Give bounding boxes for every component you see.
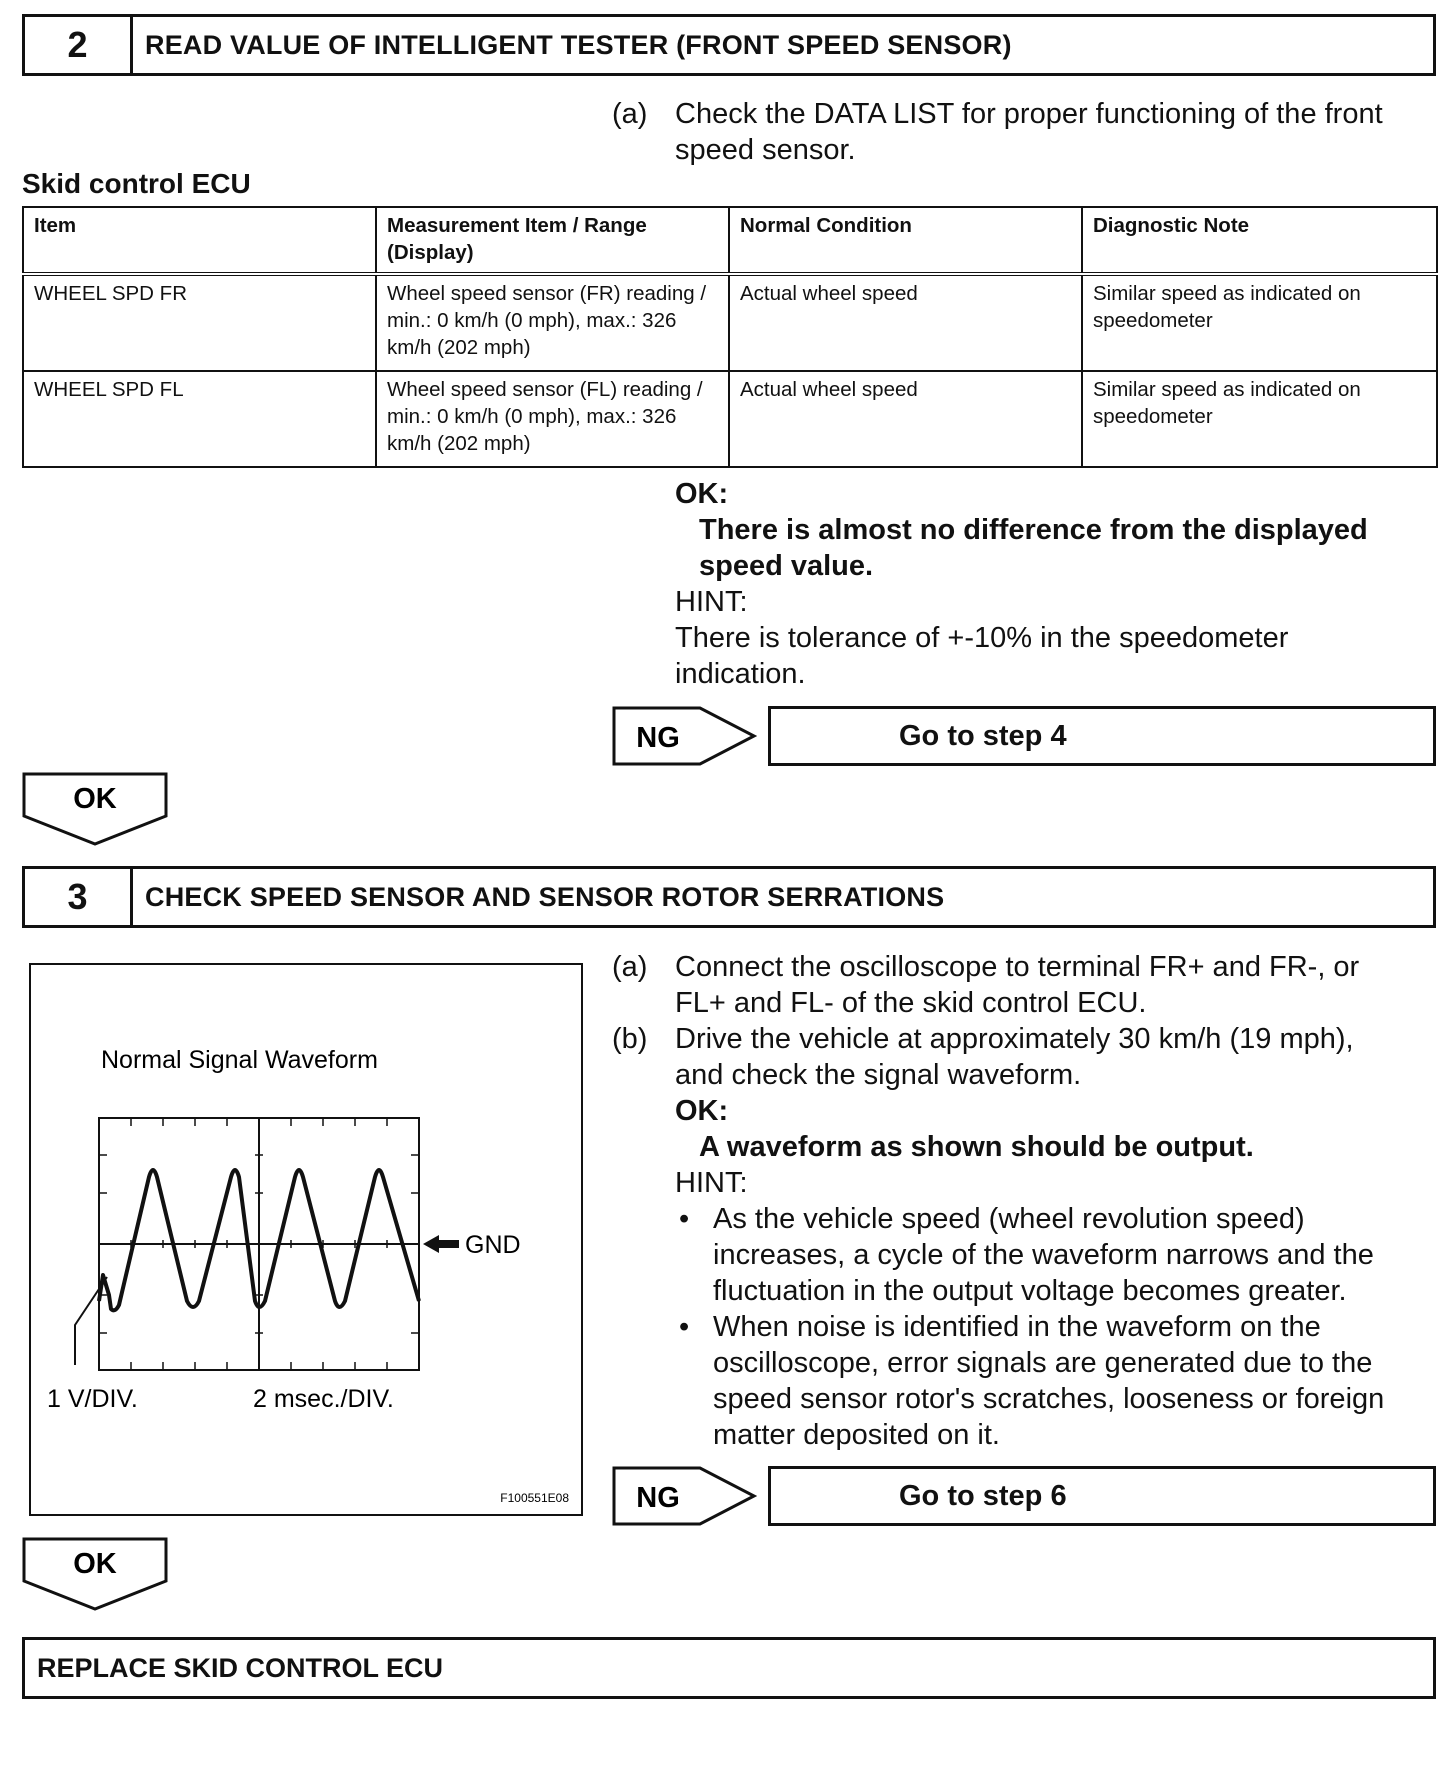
bullet-line: fluctuation in the output voltage becomes greater. [713,1275,1347,1307]
instruction-line-2: speed sensor. [675,134,856,166]
table-cell: WHEEL SPD FR [23,274,376,371]
header-diagnostic-note: Diagnostic Note [1082,207,1437,274]
step-2-title: READ VALUE OF INTELLIGENT TESTER (FRONT SPEED SENSOR) [145,29,1012,60]
hint-bullet-list [675,1201,1453,1453]
instruction-a-line-2: FL+ and FL- of the skid control ECU. [675,987,1147,1019]
instruction-a-text [675,949,1359,1021]
table-cell: Actual wheel speed [729,371,1082,467]
ng-arrow-tag [612,1466,757,1526]
instruction-b-label: (b) [612,1023,648,1055]
volts-per-div-label: 1 V/DIV. [47,1385,138,1413]
step-2-header [22,14,1436,76]
table-cell: Similar speed as indicated on speedometer [1082,371,1437,467]
list-item [675,1201,1453,1309]
hint-label: HINT: [675,586,748,618]
bullet-line: When noise is identified in the waveform on the [713,1311,1321,1343]
table-row [23,274,1437,371]
table-cell: Wheel speed sensor (FR) reading / min.: 0 km/h (0 mph), max.: 326 km/h (202 mph) [376,274,729,371]
table-row [23,371,1437,467]
hint-text-line-2: indication. [675,658,806,690]
ng-label: NG [636,1482,680,1514]
gnd-label: GND [465,1231,521,1259]
step-3-header [22,866,1436,928]
time-per-div-label: 2 msec./DIV. [253,1385,394,1413]
ng-arrow-shape [614,708,754,764]
ok-label: OK: [675,478,729,510]
figure-title: Normal Signal Waveform [101,1046,378,1074]
hint-text-line-1: There is tolerance of +-10% in the speedometer [675,622,1289,654]
instruction-b-text [675,1021,1354,1093]
bullet-line: matter deposited on it. [713,1419,1000,1451]
ng-arrow-tag [612,706,757,766]
step-3-number: 3 [25,869,133,925]
ok-arrow-label: OK [73,1548,117,1580]
ng-label: NG [636,722,680,754]
header-item: Item [23,207,376,274]
header-normal-condition: Normal Condition [729,207,1082,274]
bullet-line: oscilloscope, error signals are generated due to the [713,1347,1373,1379]
step-3-instruction-a [612,949,1436,1021]
waveform-figure [29,963,583,1516]
step-2-number: 2 [25,17,133,73]
instruction-label: (a) [612,98,648,130]
bullet-line: increases, a cycle of the waveform narrows and the [713,1239,1374,1271]
final-step-header [22,1637,1436,1699]
bullet-line: As the vehicle speed (wheel revolution speed) [713,1203,1305,1235]
go-to-step-4-box[interactable] [768,706,1436,766]
data-list-table [22,206,1438,468]
instruction-b-line-2: and check the signal waveform. [675,1059,1082,1091]
step-3-title: CHECK SPEED SENSOR AND SENSOR ROTOR SERRATIONS [145,881,945,912]
go-to-step-6-label: Go to step 6 [899,1479,1067,1512]
ng-arrow-shape [614,1468,754,1524]
table-header-row [23,207,1437,274]
figure-code: F100551E08 [500,1491,569,1505]
step-2-ok-block [675,476,1368,692]
instruction-line-1: Check the DATA LIST for proper functioning of the front [675,98,1383,130]
ok-text-line-2: speed value. [699,550,874,582]
bullet-line: speed sensor rotor's scratches, looseness or foreign [713,1383,1385,1415]
list-item [675,1309,1453,1453]
ok-label: OK: [675,1095,729,1127]
table-cell: Actual wheel speed [729,274,1082,371]
instruction-a-label: (a) [612,951,648,983]
table-cell: Wheel speed sensor (FL) reading / min.: 0 km/h (0 mph), max.: 326 km/h (202 mph) [376,371,729,467]
ok-arrow-step-3 [22,1537,168,1611]
ok-text-line-1: There is almost no difference from the displayed [699,514,1368,546]
ok-arrow-step-2 [22,772,168,846]
hint-label: HINT: [675,1167,748,1199]
ok-text: A waveform as shown should be output. [699,1131,1254,1163]
step-3-ok-block [675,1093,1254,1201]
instruction-text [675,96,1383,168]
final-step-title: REPLACE SKID CONTROL ECU [37,1652,444,1683]
instruction-a-line-1: Connect the oscilloscope to terminal FR+ and FR-, or [675,951,1360,983]
header-measurement: Measurement Item / Range (Display) [376,207,729,274]
step-3-instruction-b [612,1021,1436,1093]
table-cell: Similar speed as indicated on speedometer [1082,274,1437,371]
go-to-step-6-box[interactable] [768,1466,1436,1526]
table-cell: WHEEL SPD FL [23,371,376,467]
ok-arrow-label: OK [73,783,117,815]
go-to-step-4-label: Go to step 4 [899,719,1067,752]
bullet-dot: • [679,1311,690,1343]
gnd-arrow-icon [423,1235,459,1253]
step-2-instruction-a [612,96,1436,168]
bullet-dot: • [679,1203,690,1235]
waveform-diagram [31,965,581,1514]
instruction-b-line-1: Drive the vehicle at approximately 30 km/h (19 mph), [675,1023,1354,1055]
table-title: Skid control ECU [22,168,251,199]
